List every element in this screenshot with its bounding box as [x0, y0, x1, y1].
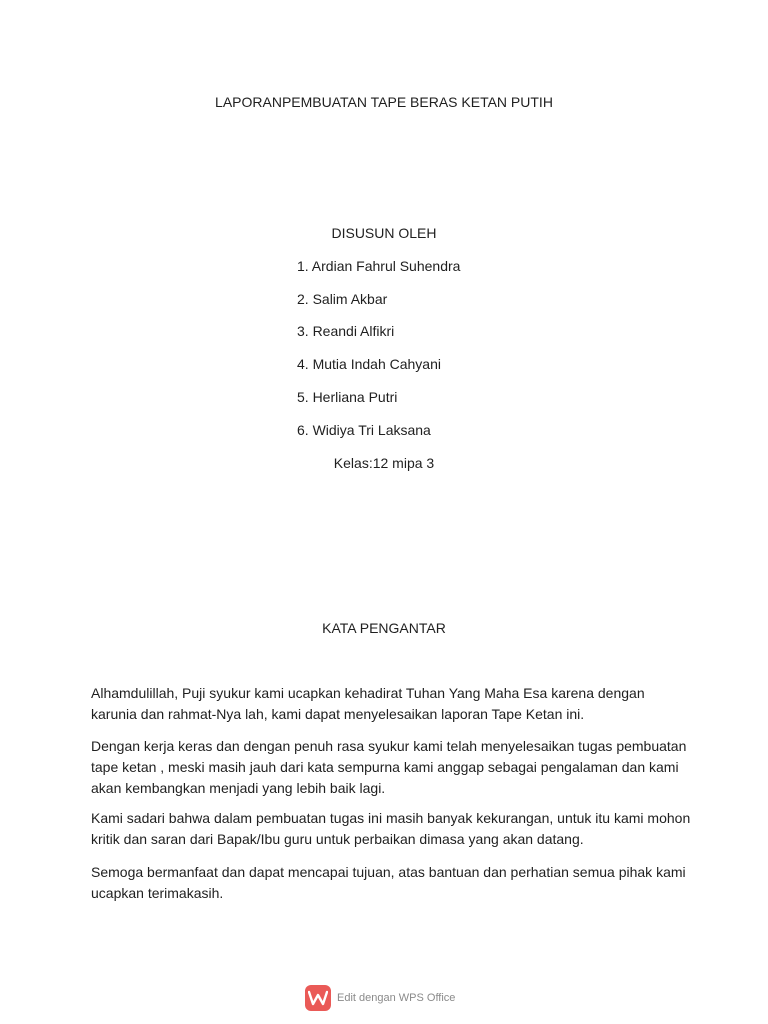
author-item: 5. Herliana Putri — [297, 389, 398, 405]
author-item: 3. Reandi Alfikri — [297, 323, 395, 339]
authors-heading: DISUSUN OLEH — [331, 225, 437, 241]
wps-logo-icon[interactable] — [305, 985, 331, 1011]
foreword-paragraph: Semoga bermanfaat dan dapat mencapai tujuan, atas bantuan dan perhatian semua pihak kami ucapkan terimakasih. — [91, 864, 686, 901]
edit-with-wps-link[interactable]: Edit dengan WPS Office — [337, 992, 456, 1004]
class-label: Kelas:12 mipa 3 — [333, 455, 435, 471]
report-title: LAPORANPEMBUATAN TAPE BERAS KETAN PUTIH — [215, 94, 553, 110]
foreword-paragraph: Alhamdulillah, Puji syukur kami ucapkan kehadirat Tuhan Yang Maha Esa karena dengan karunia dan rahmat-Nya lah, kami dapat menyelesaikan laporan Tape Ketan ini. — [91, 685, 645, 722]
author-item: 2. Salim Akbar — [297, 291, 388, 307]
foreword-paragraph: Dengan kerja keras dan dengan penuh rasa syukur kami telah menyelesaikan tugas pembuatan tape ketan , meski masih jauh dari kata sempurna kami anggap sebagai pengalaman dan kami akan kembangkan menjadi yang lebih baik lagi. — [91, 738, 687, 796]
foreword-heading: KATA PENGANTAR — [322, 620, 446, 636]
author-item: 1. Ardian Fahrul Suhendra — [297, 258, 461, 274]
author-item: 4. Mutia Indah Cahyani — [297, 356, 441, 372]
foreword-paragraph: Kami sadari bahwa dalam pembuatan tugas ini masih banyak kekurangan, untuk itu kami mohon kritik dan saran dari Bapak/Ibu guru untuk perbaikan dimasa yang akan datang. — [91, 810, 691, 847]
author-item: 6. Widiya Tri Laksana — [297, 422, 431, 438]
